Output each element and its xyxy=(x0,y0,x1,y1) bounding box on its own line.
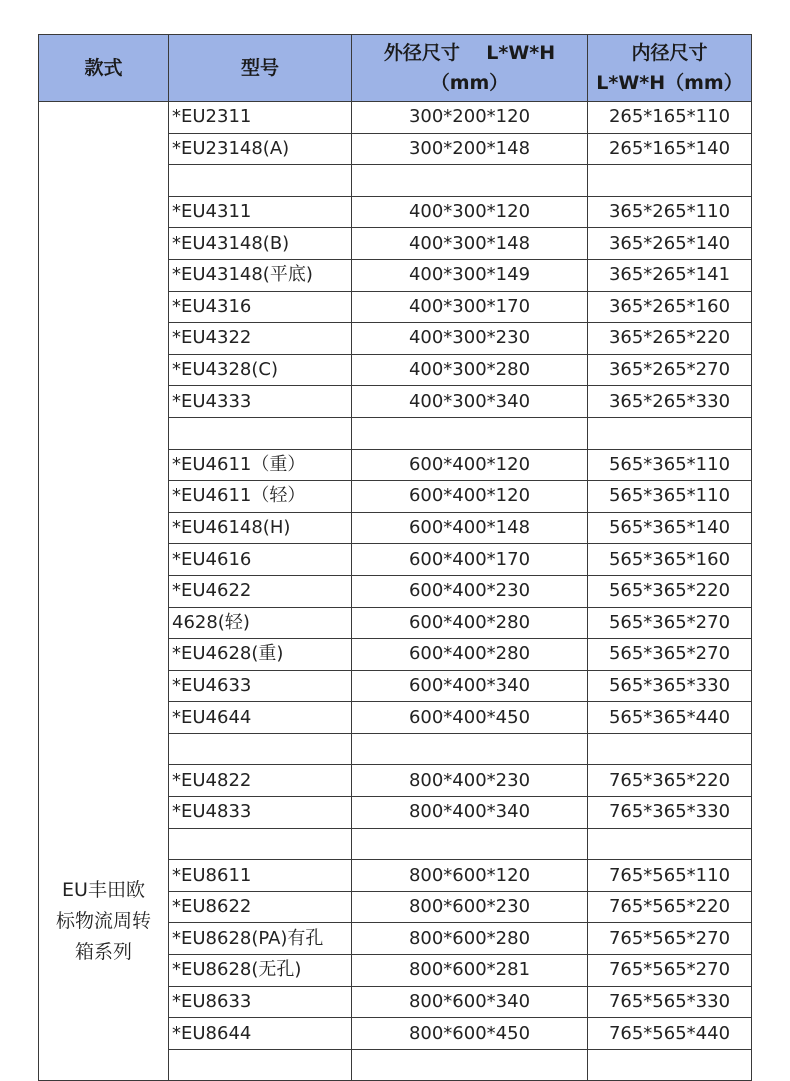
model-cell: *EU46148(H) xyxy=(169,512,352,544)
inner-size-cell: 765*565*440 xyxy=(588,1018,752,1050)
inner-size-cell: 365*265*270 xyxy=(588,354,752,386)
inner-size-cell xyxy=(588,733,752,765)
model-cell: *EU23148(A) xyxy=(169,133,352,165)
outer-size-cell: 600*400*120 xyxy=(352,481,588,513)
header-row xyxy=(39,35,752,102)
model-cell: *EU8633 xyxy=(169,986,352,1018)
model-cell: *EU4611（轻） xyxy=(169,481,352,513)
outer-size-cell: 400*300*280 xyxy=(352,354,588,386)
outer-size-cell: 800*600*450 xyxy=(352,1018,588,1050)
model-cell: *EU4822 xyxy=(169,765,352,797)
outer-size-cell: 800*600*280 xyxy=(352,923,588,955)
outer-size-cell: 400*300*170 xyxy=(352,291,588,323)
model-cell: *EU8628(PA)有孔 xyxy=(169,923,352,955)
inner-size-cell: 565*365*270 xyxy=(588,639,752,671)
model-cell: *EU8622 xyxy=(169,891,352,923)
series-name-line: EU丰田欧 xyxy=(62,879,145,902)
model-cell: *EU8644 xyxy=(169,1018,352,1050)
inner-size-cell: 565*365*140 xyxy=(588,512,752,544)
outer-size-cell: 600*400*280 xyxy=(352,639,588,671)
inner-size-cell: 565*365*270 xyxy=(588,607,752,639)
inner-size-cell: 365*265*141 xyxy=(588,259,752,291)
outer-size-cell xyxy=(352,417,588,449)
model-cell: *EU8628(无孔) xyxy=(169,955,352,987)
inner-size-cell xyxy=(588,417,752,449)
inner-size-cell: 365*265*330 xyxy=(588,386,752,418)
outer-size-cell xyxy=(352,165,588,197)
model-cell: *EU4833 xyxy=(169,797,352,829)
inner-size-cell: 765*565*330 xyxy=(588,986,752,1018)
model-cell xyxy=(169,828,352,860)
outer-size-cell: 400*300*120 xyxy=(352,196,588,228)
model-cell xyxy=(169,733,352,765)
header-outer-line2: （mm） xyxy=(430,72,509,94)
outer-size-cell: 400*300*149 xyxy=(352,259,588,291)
outer-size-cell: 600*400*170 xyxy=(352,544,588,576)
model-cell xyxy=(169,417,352,449)
header-inner-size xyxy=(588,35,752,102)
model-cell: *EU4328(C) xyxy=(169,354,352,386)
header-model: 型号 xyxy=(169,35,352,102)
outer-size-cell xyxy=(352,828,588,860)
outer-size-cell: 300*200*120 xyxy=(352,102,588,134)
inner-size-cell: 565*365*440 xyxy=(588,702,752,734)
model-cell xyxy=(169,1049,352,1081)
outer-size-cell: 800*600*230 xyxy=(352,891,588,923)
inner-size-cell: 565*365*220 xyxy=(588,575,752,607)
inner-size-cell: 765*565*220 xyxy=(588,891,752,923)
model-cell: *EU4616 xyxy=(169,544,352,576)
model-cell: 4628(轻) xyxy=(169,607,352,639)
series-name-line: 箱系列 xyxy=(74,941,132,964)
outer-size-cell: 600*400*120 xyxy=(352,449,588,481)
model-cell: *EU4633 xyxy=(169,670,352,702)
inner-size-cell: 565*365*160 xyxy=(588,544,752,576)
model-cell: *EU4311 xyxy=(169,196,352,228)
model-cell: *EU2311 xyxy=(169,102,352,134)
model-cell: *EU4622 xyxy=(169,575,352,607)
inner-size-cell: 765*365*330 xyxy=(588,797,752,829)
outer-size-cell: 600*400*230 xyxy=(352,575,588,607)
outer-size-cell: 400*300*148 xyxy=(352,228,588,260)
inner-size-cell xyxy=(588,1049,752,1081)
inner-size-cell xyxy=(588,828,752,860)
inner-size-cell: 765*565*270 xyxy=(588,955,752,987)
outer-size-cell: 600*400*340 xyxy=(352,670,588,702)
inner-size-cell xyxy=(588,165,752,197)
model-cell: *EU4333 xyxy=(169,386,352,418)
outer-size-cell: 800*600*120 xyxy=(352,860,588,892)
series-name-line: 标物流周转 xyxy=(55,910,151,933)
header-inner-line1: 内径尺寸 xyxy=(631,42,708,64)
model-cell: *EU43148(平底) xyxy=(169,259,352,291)
series-name-cell xyxy=(39,102,169,1081)
outer-size-cell: 300*200*148 xyxy=(352,133,588,165)
table-body xyxy=(39,102,752,1081)
outer-size-cell: 800*400*230 xyxy=(352,765,588,797)
header-style: 款式 xyxy=(39,35,169,102)
inner-size-cell: 265*165*140 xyxy=(588,133,752,165)
inner-size-cell: 365*265*160 xyxy=(588,291,752,323)
header-outer-line1: 外径尺寸 L*W*H xyxy=(383,42,556,64)
header-inner-line2: L*W*H（mm） xyxy=(596,72,743,94)
inner-size-cell: 765*565*270 xyxy=(588,923,752,955)
inner-size-cell: 265*165*110 xyxy=(588,102,752,134)
outer-size-cell: 800*400*340 xyxy=(352,797,588,829)
outer-size-cell: 400*300*230 xyxy=(352,323,588,355)
model-cell: *EU4644 xyxy=(169,702,352,734)
model-cell: *EU4628(重) xyxy=(169,639,352,671)
model-cell: *EU4316 xyxy=(169,291,352,323)
inner-size-cell: 765*565*110 xyxy=(588,860,752,892)
inner-size-cell: 365*265*140 xyxy=(588,228,752,260)
table-row xyxy=(39,102,752,134)
outer-size-cell: 600*400*148 xyxy=(352,512,588,544)
outer-size-cell: 800*600*340 xyxy=(352,986,588,1018)
product-size-table xyxy=(38,34,752,1081)
inner-size-cell: 365*265*110 xyxy=(588,196,752,228)
inner-size-cell: 365*265*220 xyxy=(588,323,752,355)
outer-size-cell: 600*400*450 xyxy=(352,702,588,734)
model-cell xyxy=(169,165,352,197)
outer-size-cell xyxy=(352,1049,588,1081)
model-cell: *EU8611 xyxy=(169,860,352,892)
outer-size-cell: 800*600*281 xyxy=(352,955,588,987)
model-cell: *EU4611（重） xyxy=(169,449,352,481)
outer-size-cell: 600*400*280 xyxy=(352,607,588,639)
model-cell: *EU43148(B) xyxy=(169,228,352,260)
model-cell: *EU4322 xyxy=(169,323,352,355)
inner-size-cell: 565*365*330 xyxy=(588,670,752,702)
inner-size-cell: 565*365*110 xyxy=(588,449,752,481)
inner-size-cell: 565*365*110 xyxy=(588,481,752,513)
header-outer-size xyxy=(352,35,588,102)
inner-size-cell: 765*365*220 xyxy=(588,765,752,797)
outer-size-cell xyxy=(352,733,588,765)
outer-size-cell: 400*300*340 xyxy=(352,386,588,418)
